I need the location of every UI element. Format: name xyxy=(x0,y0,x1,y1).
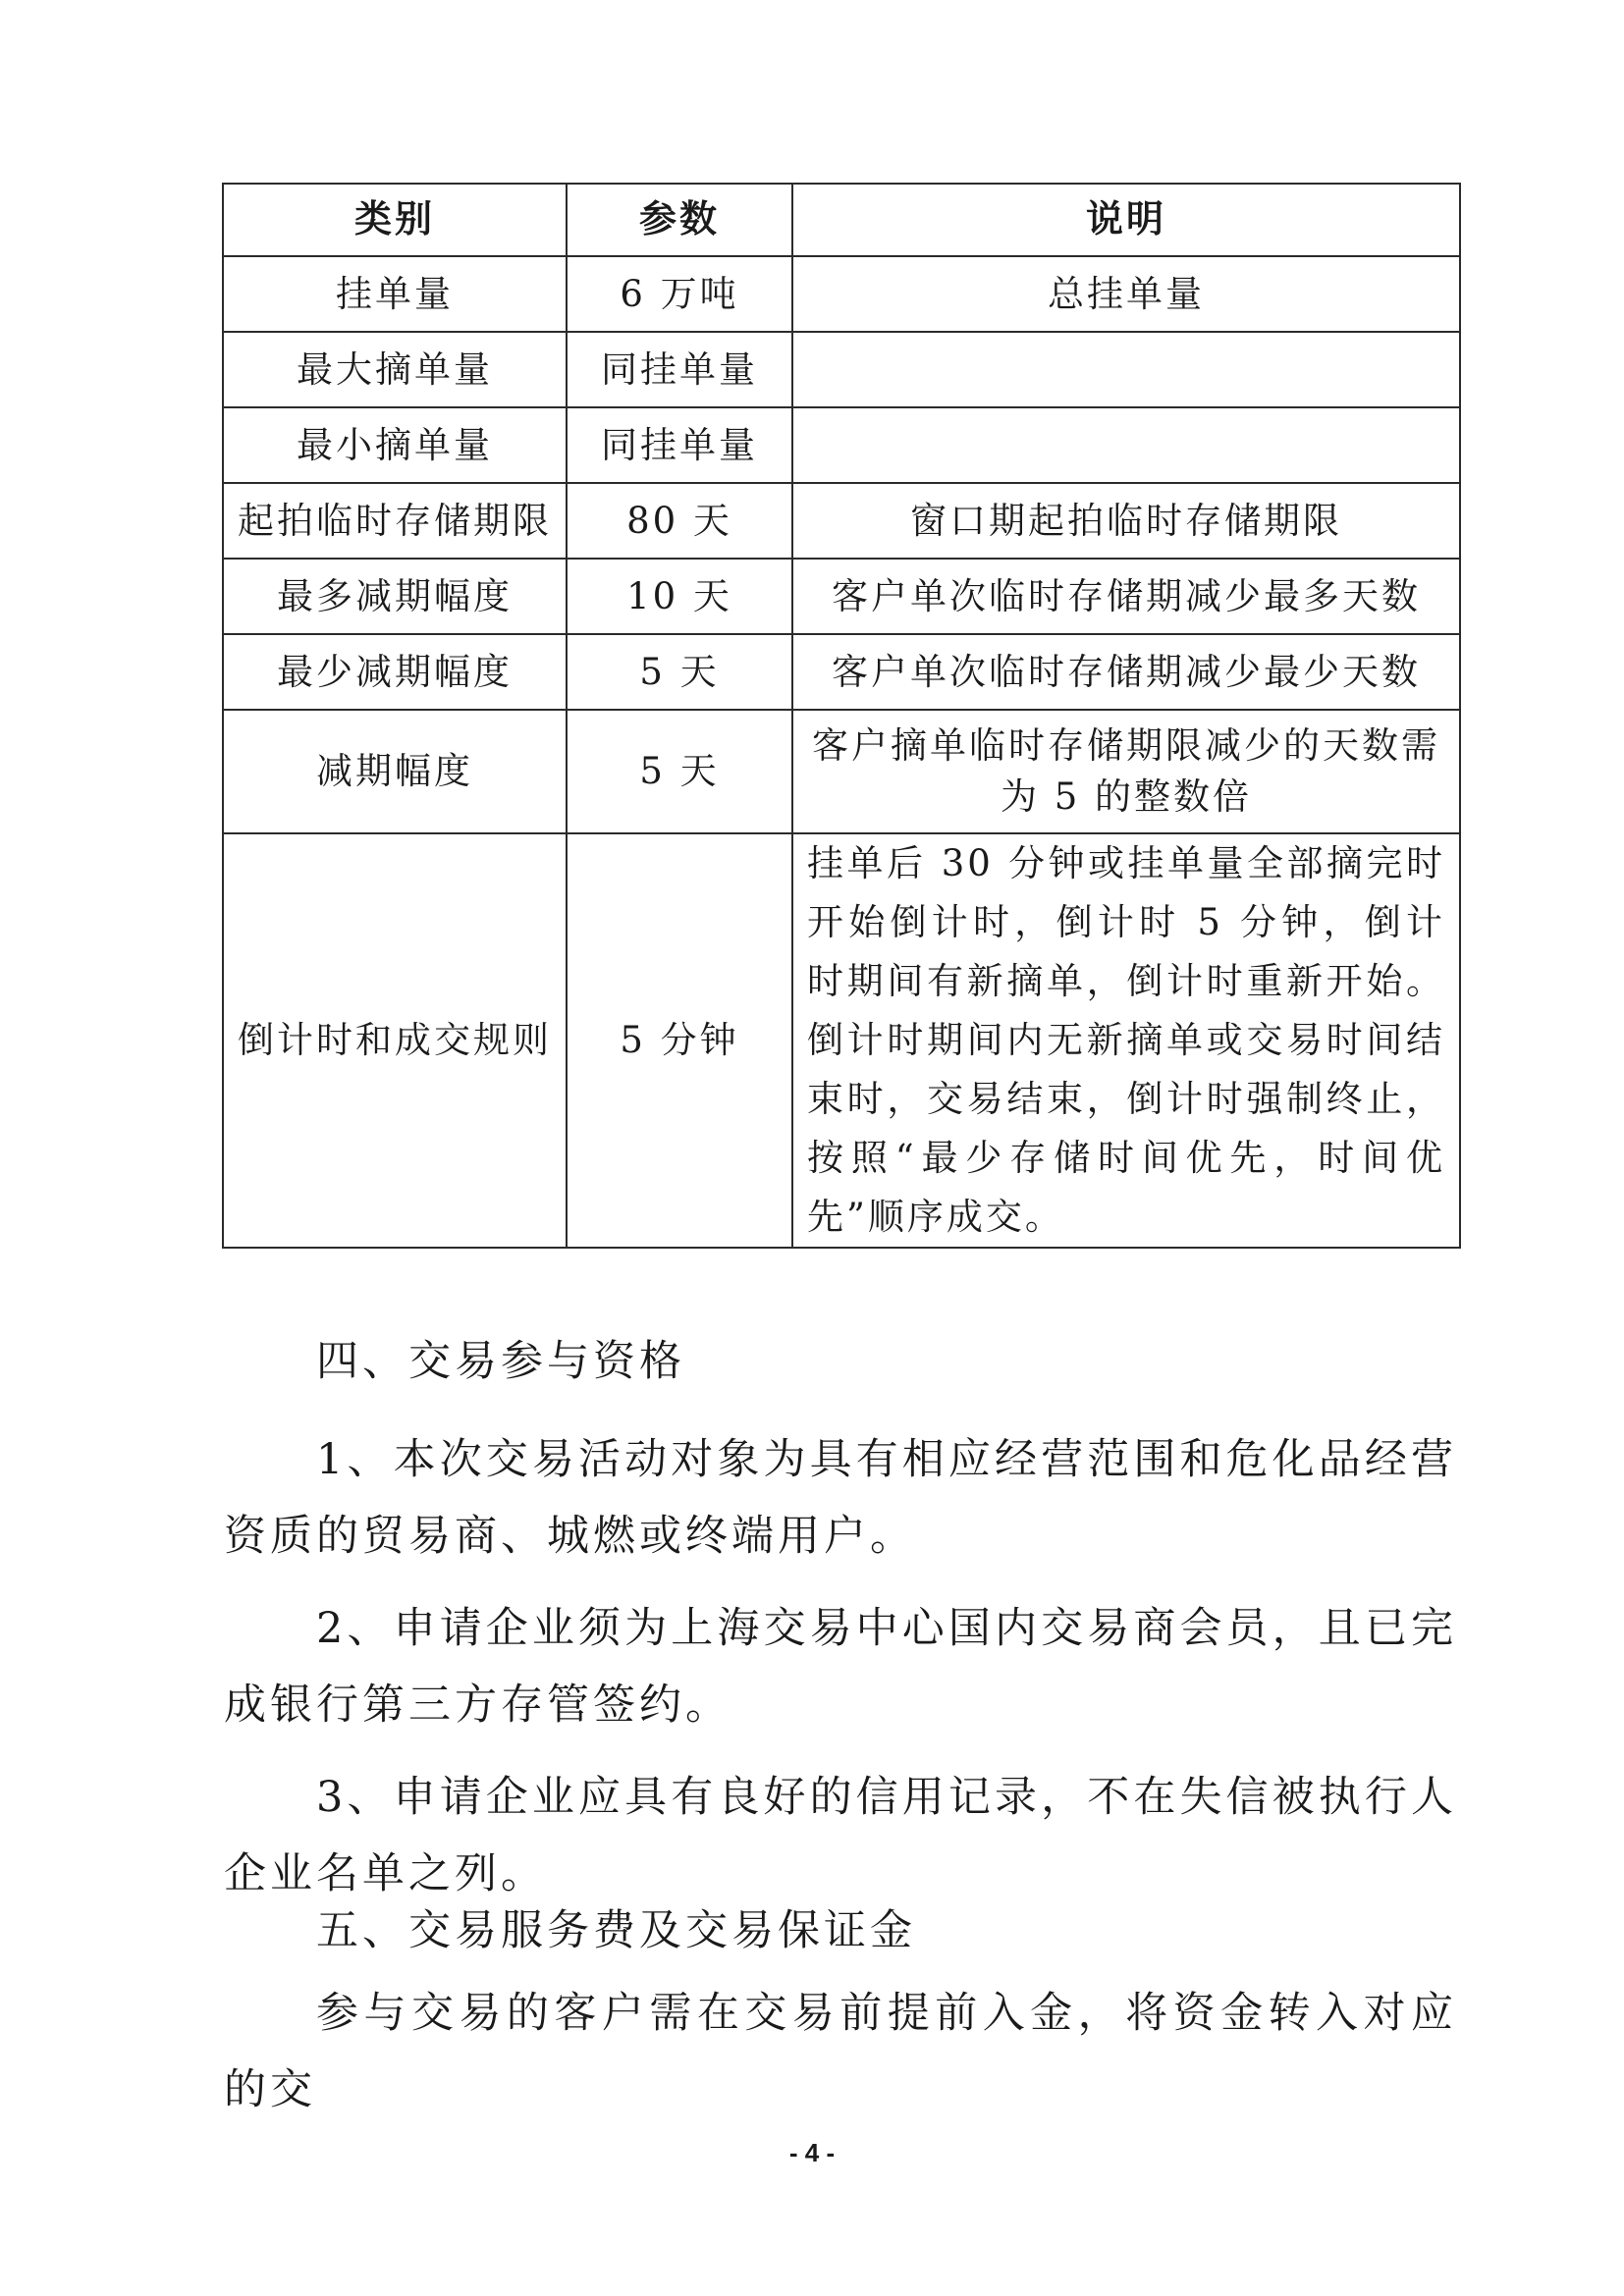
cell-category: 挂单量 xyxy=(223,256,567,332)
section-4-body xyxy=(224,1421,1457,1912)
header-category: 类别 xyxy=(223,184,567,256)
paragraph: 参与交易的客户需在交易前提前入金，将资金转入对应的交 xyxy=(224,1989,1457,2114)
table-row xyxy=(223,559,1460,634)
header-parameter: 参数 xyxy=(567,184,792,256)
table-row xyxy=(223,833,1460,1248)
cell-category: 最大摘单量 xyxy=(223,332,567,407)
cell-category: 起拍临时存储期限 xyxy=(223,483,567,559)
cell-parameter: 5 分钟 xyxy=(567,833,792,1248)
cell-description: 挂单后 30 分钟或挂单量全部摘完时开始倒计时，倒计时 5 分钟，倒计时期间有新摘单，倒计时重新开始。倒计时期间内无新摘单或交易时间结束时，交易结束，倒计时强制终止，按照“最少存储时间优先，时间优先”顺序成交。 xyxy=(792,833,1460,1248)
cell-description: 总挂单量 xyxy=(792,256,1460,332)
header-description: 说明 xyxy=(792,184,1460,256)
table-row xyxy=(223,483,1460,559)
paragraph: 3、申请企业应具有良好的信用记录，不在失信被执行人企业名单之列。 xyxy=(224,1773,1457,1898)
cell-category: 最小摘单量 xyxy=(223,407,567,483)
page-number: - 4 - xyxy=(788,2138,836,2167)
cell-description xyxy=(792,332,1460,407)
section-4-heading: 四、交易参与资格 xyxy=(316,1337,685,1386)
cell-category: 最少减期幅度 xyxy=(223,634,567,710)
paragraph: 1、本次交易活动对象为具有相应经营范围和危化品经营资质的贸易商、城燃或终端用户。 xyxy=(224,1435,1457,1561)
section-5-heading: 五、交易服务费及交易保证金 xyxy=(316,1906,916,1955)
cell-description: 客户单次临时存储期减少最多天数 xyxy=(792,559,1460,634)
table-row xyxy=(223,710,1460,833)
cell-description xyxy=(792,407,1460,483)
cell-parameter: 同挂单量 xyxy=(567,332,792,407)
table-row xyxy=(223,407,1460,483)
cell-parameter: 5 天 xyxy=(567,634,792,710)
section-5-body xyxy=(224,1975,1457,2128)
table-row xyxy=(223,634,1460,710)
cell-description: 窗口期起拍临时存储期限 xyxy=(792,483,1460,559)
cell-category: 倒计时和成交规则 xyxy=(223,833,567,1248)
table-row xyxy=(223,256,1460,332)
cell-category: 最多减期幅度 xyxy=(223,559,567,634)
table-row xyxy=(223,332,1460,407)
cell-parameter: 5 天 xyxy=(567,710,792,833)
cell-parameter: 同挂单量 xyxy=(567,407,792,483)
cell-parameter: 10 天 xyxy=(567,559,792,634)
parameter-table xyxy=(222,183,1461,1249)
cell-description: 客户摘单临时存储期限减少的天数需为 5 的整数倍 xyxy=(792,710,1460,833)
cell-description: 客户单次临时存储期减少最少天数 xyxy=(792,634,1460,710)
cell-parameter: 6 万吨 xyxy=(567,256,792,332)
table-header-row xyxy=(223,184,1460,256)
cell-category: 减期幅度 xyxy=(223,710,567,833)
cell-parameter: 80 天 xyxy=(567,483,792,559)
paragraph: 2、申请企业须为上海交易中心国内交易商会员，且已完成银行第三方存管签约。 xyxy=(224,1604,1457,1730)
